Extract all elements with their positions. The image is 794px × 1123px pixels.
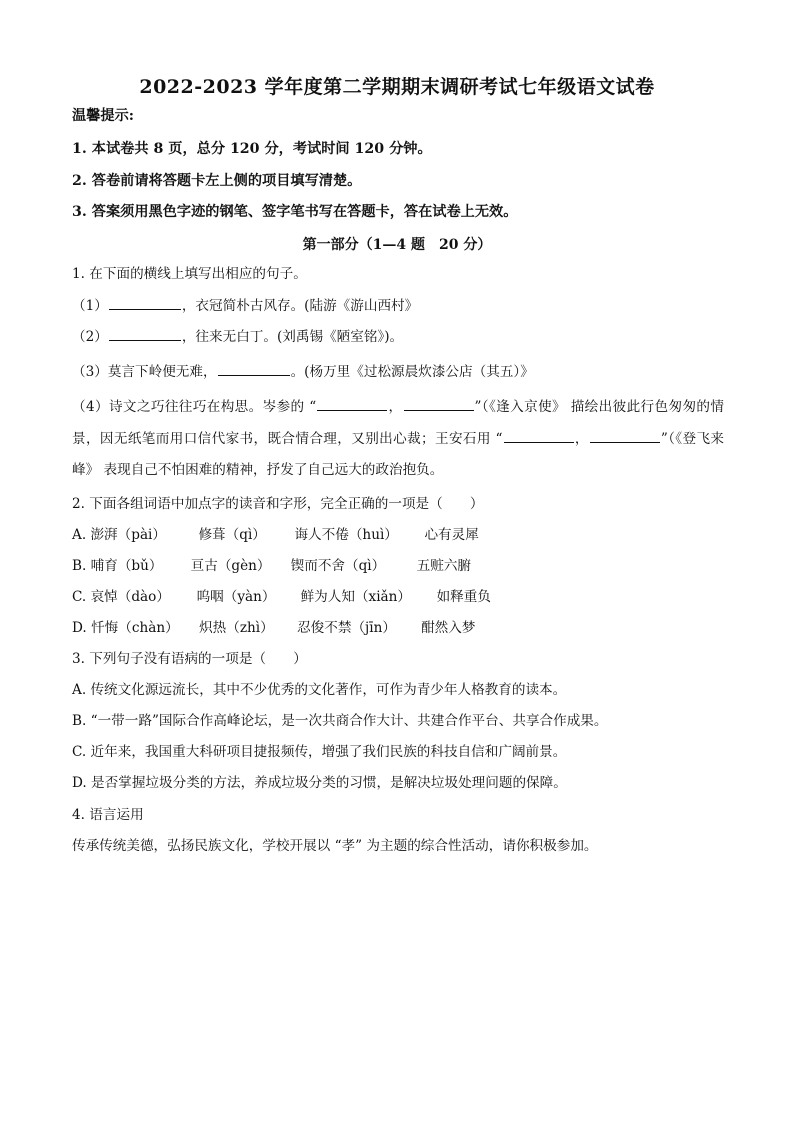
q1-sub-4-text-a: （4）诗文之巧往往巧在构思。岑参的 “ [72, 399, 317, 415]
option-label: A. [72, 527, 87, 543]
tip-item-1: 1. 本试卷共 8 页，总分 120 分，考试时间 120 分钟。 [72, 141, 432, 157]
tip-item-2: 2. 答卷前请将答题卡左上侧的项目填写清楚。 [72, 173, 362, 189]
q1-sub-1 [72, 295, 418, 316]
answer-blank[interactable] [317, 396, 387, 411]
option-word: 修葺（qì） [198, 527, 266, 543]
answer-blank[interactable] [218, 361, 290, 376]
q3-option-b: B. “一带一路”国际合作高峰论坛，是一次共商合作大计、共建合作平台、共享合作成果。 [72, 713, 608, 729]
q1-sub-3 [72, 361, 534, 382]
q1-sub-2-text: ，往来无白丁。(刘禹锡《陋室铭》)。 [181, 329, 404, 345]
tip-item-3: 3. 答案须用黑色字迹的钢笔、签字笔书写在答题卡，答在试卷上无效。 [72, 204, 518, 220]
q4-stem: 4. 语言运用 [72, 807, 144, 823]
option-word: 亘古（gèn） [190, 558, 271, 574]
q1-sub-4 [72, 392, 724, 487]
q1-sub-2 [72, 326, 403, 347]
option-word: 心有灵犀 [424, 527, 479, 543]
option-word: 诲人不倦（huì） [294, 527, 398, 543]
option-word: 如释重负 [436, 589, 491, 605]
section-heading: 第一部分（1—4 题 20 分） [302, 237, 492, 253]
q1-sub-4-text-b: ， [388, 399, 403, 415]
page-title: 2022-2023 学年度第二学期期末调研考试七年级语文试卷 [139, 76, 655, 98]
option-word: 哀悼（dào） [90, 589, 170, 605]
option-word: 鲜为人知（xiǎn） [300, 589, 412, 605]
tips-heading: 温馨提示: [72, 108, 134, 124]
q1-sub-4-text-f: ”（《登 [660, 430, 697, 447]
q1-sub-4-text-d: 情景，因无纸笔而用口信代家书，既合情合理，又别出心裁；王安石用 “ [72, 399, 724, 447]
option-label: D. [72, 620, 87, 636]
option-word: 澎湃（pài） [90, 527, 166, 543]
option-label: B. [72, 558, 87, 574]
q1-sub-4-text-c: ”（《逢入京使》 描绘出彼此行色匆匆的 [474, 399, 711, 415]
q2-option-d [72, 618, 475, 638]
q3-stem: 3. 下列句子没有语病的一项是（ ） [72, 651, 307, 667]
option-word: 酣然入梦 [421, 620, 476, 636]
q1-sub-2-prefix: （2） [72, 329, 108, 345]
option-word: 忍俊不禁（jīn） [297, 620, 396, 636]
q2-option-b [72, 556, 471, 576]
answer-blank[interactable] [404, 396, 474, 411]
option-word: 呜咽（yàn） [196, 589, 276, 605]
answer-blank[interactable] [109, 295, 181, 310]
q1-sub-1-text: ，衣冠简朴古风存。(陆游《游山西村》 [181, 298, 419, 314]
q1-sub-3-prefix: （3）莫言下岭便无难， [72, 364, 217, 380]
q1-sub-4-text-e: ， [574, 430, 589, 447]
q1-sub-4-text-g: 飞来峰》 表现自己不怕困难的精神，抒发了自己远大的政治抱负。 [72, 430, 725, 478]
q3-option-d: D. 是否掌握垃圾分类的方法，养成垃圾分类的习惯，是解决垃圾处理问题的保障。 [72, 775, 567, 791]
answer-blank[interactable] [590, 428, 660, 443]
option-word: 哺育（bǔ） [90, 558, 163, 574]
q3-option-c: C. 近年来，我国重大科研项目捷报频传，增强了我们民族的科技自信和广阔前景。 [72, 744, 567, 760]
option-word: 五赃六腑 [416, 558, 472, 574]
q1-sub-1-prefix: （1） [72, 298, 108, 314]
option-word: 锲而不舍（qì） [290, 558, 386, 574]
option-word: 忏悔（chàn） [91, 620, 179, 636]
answer-blank[interactable] [109, 326, 181, 341]
q3-option-a: A. 传统文化源远流长，其中不少优秀的文化著作，可作为青少年人格教育的读本。 [72, 682, 567, 698]
q2-option-a [72, 525, 479, 545]
q4-text: 传承传统美德，弘扬民族文化，学校开展以 “孝” 为主题的综合性活动，请你积极参加。 [72, 838, 598, 854]
q2-option-c [72, 587, 491, 607]
option-word: 炽热（zhì） [199, 620, 274, 636]
q1-sub-3-text: 。(杨万里《过松源晨炊漆公店（其五）》 [290, 364, 534, 380]
answer-blank[interactable] [504, 428, 574, 443]
q2-stem: 2. 下面各组词语中加点字的读音和字形，完全正确的一项是（ ） [72, 496, 484, 512]
q1-stem: 1. 在下面的横线上填写出相应的句子。 [72, 266, 307, 282]
option-label: C. [72, 589, 87, 605]
